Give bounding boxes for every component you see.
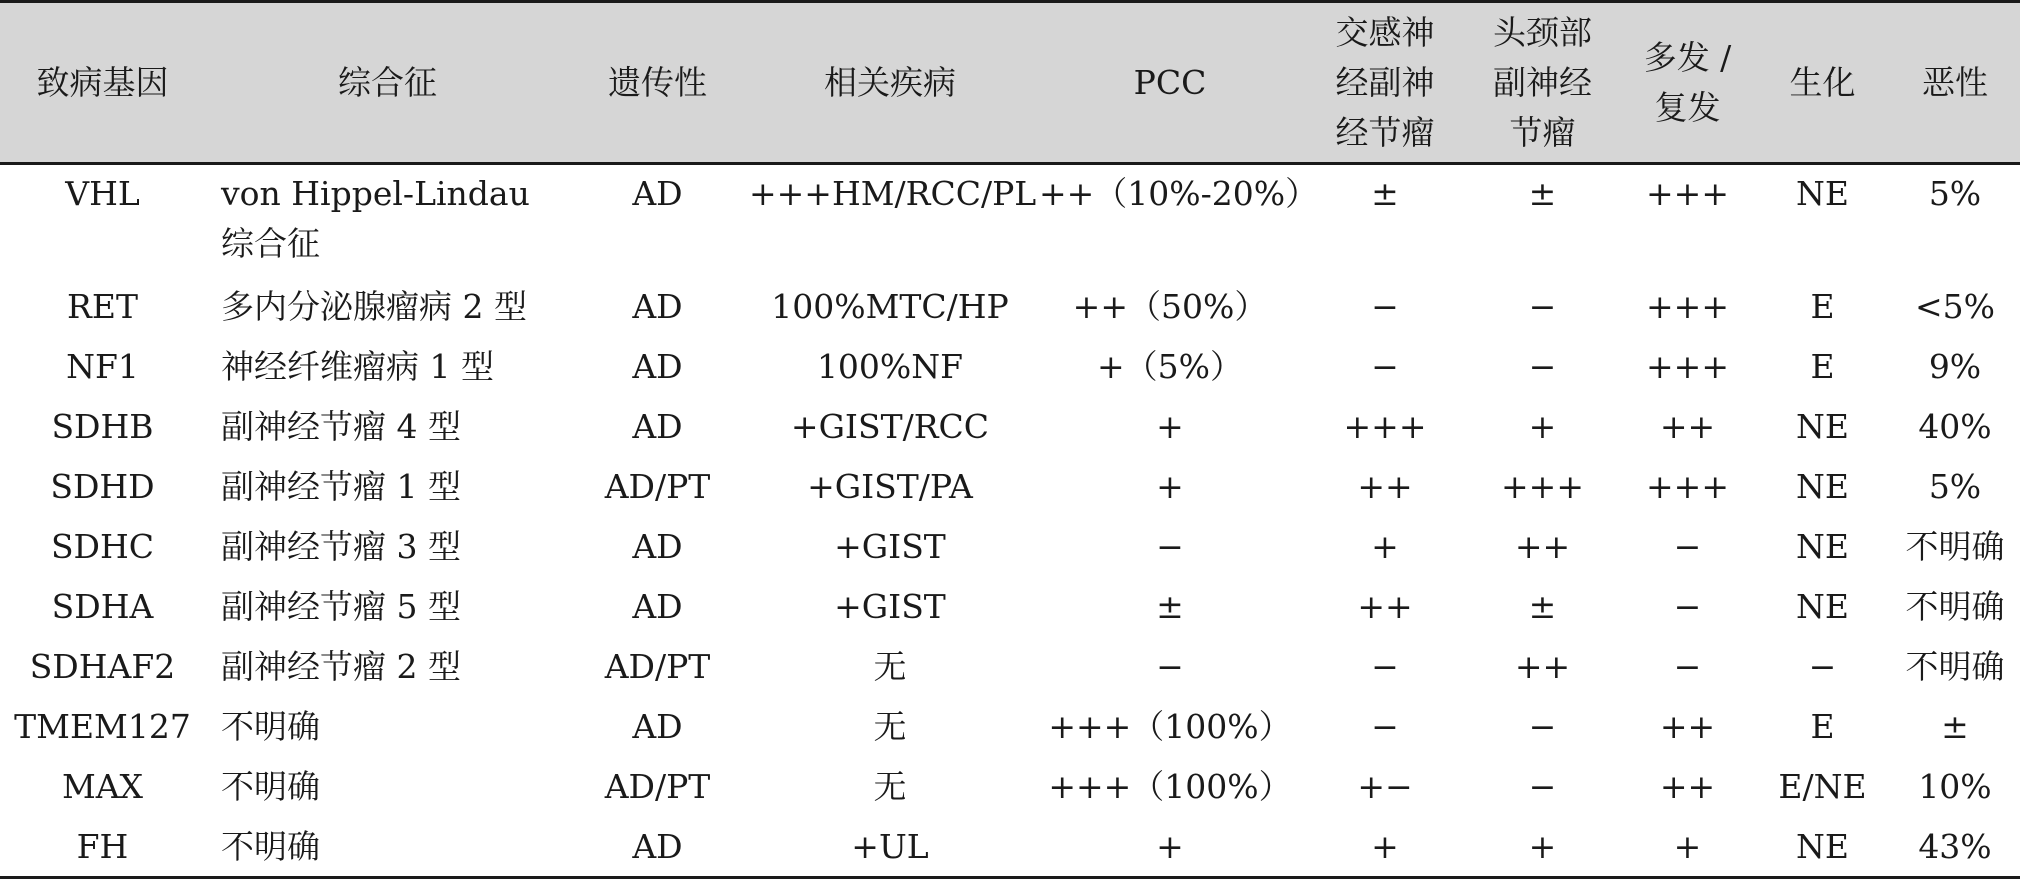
cell-syndrome: 副神经节瘤 1 型 [221, 466, 461, 506]
cell-related-disease: +GIST/RCC [790, 406, 990, 446]
cell-pcc: +++（100%） [1048, 766, 1292, 806]
cell-gene: NF1 [66, 346, 139, 386]
cell-head-neck-pgl: − [1528, 706, 1557, 746]
cell-biochemistry: NE [1796, 526, 1849, 566]
cell-multiple-recurrent: +++ [1646, 286, 1729, 326]
cell-malignancy: 43% [1918, 826, 1992, 866]
cell-sympathetic-pgl: +++ [1343, 406, 1427, 446]
cell-head-neck-pgl: − [1528, 766, 1557, 806]
cell-pcc: − [1156, 526, 1184, 566]
cell-pcc: ++（10%-20%） [1039, 174, 1319, 213]
cell-multiple-recurrent: ++ [1659, 706, 1716, 746]
cell-related-disease: 无 [873, 646, 907, 686]
cell-malignancy: ± [1941, 706, 1969, 746]
cell-pcc: + [1156, 466, 1184, 506]
cell-syndrome: 不明确 [221, 766, 320, 806]
cell-syndrome: 副神经节瘤 3 型 [221, 526, 461, 566]
cell-syndrome: von Hippel-Lindau 综合征 [221, 174, 530, 263]
cell-inheritance: AD [632, 406, 683, 446]
cell-gene: SDHB [51, 406, 154, 446]
cell-biochemistry: NE [1796, 174, 1849, 213]
cell-multiple-recurrent: − [1673, 586, 1702, 626]
cell-related-disease: +UL [851, 826, 929, 866]
header-pcc: PCC [1133, 62, 1207, 102]
table-header [0, 2, 2020, 164]
table-row [0, 398, 2020, 458]
cell-malignancy: 不明确 [1905, 526, 2005, 566]
cell-sympathetic-pgl: − [1371, 346, 1399, 386]
cell-sympathetic-pgl: + [1371, 826, 1399, 866]
table-row [0, 818, 2020, 878]
table-row [0, 338, 2020, 398]
cell-biochemistry: NE [1796, 586, 1849, 626]
cell-head-neck-pgl: + [1528, 406, 1557, 446]
cell-malignancy: 10% [1918, 766, 1992, 806]
cell-syndrome: 不明确 [221, 826, 320, 866]
cell-inheritance: AD [632, 526, 683, 566]
cell-related-disease: +GIST/PA [807, 466, 973, 506]
cell-biochemistry: E [1810, 346, 1835, 386]
cell-gene: RET [67, 286, 138, 326]
cell-malignancy: 5% [1928, 174, 1982, 213]
cell-multiple-recurrent: − [1673, 646, 1702, 686]
cell-biochemistry: NE [1796, 466, 1849, 506]
cell-head-neck-pgl: − [1528, 286, 1557, 326]
cell-related-disease: 100%NF [816, 346, 964, 386]
cell-related-disease: +GIST [834, 526, 946, 566]
cell-gene: MAX [61, 766, 144, 806]
header-row [0, 2, 2020, 164]
cell-biochemistry: E [1810, 286, 1835, 326]
cell-inheritance: AD [632, 286, 683, 326]
cell-head-neck-pgl: ++ [1514, 646, 1571, 686]
cell-sympathetic-pgl: +− [1357, 766, 1413, 806]
cell-inheritance: AD [632, 346, 683, 386]
cell-sympathetic-pgl: ++ [1357, 586, 1413, 626]
cell-malignancy: 不明确 [1905, 646, 2005, 686]
cell-sympathetic-pgl: ++ [1357, 466, 1413, 506]
header-biochemistry: 生化 [1789, 62, 1856, 102]
table-body [0, 164, 2020, 878]
cell-gene: TMEM127 [14, 706, 191, 746]
table-row [0, 638, 2020, 698]
cell-syndrome: 多内分泌腺瘤病 2 型 [221, 286, 527, 326]
cell-multiple-recurrent: +++ [1646, 174, 1729, 213]
cell-pcc: + [1156, 826, 1184, 866]
cell-head-neck-pgl: ± [1528, 174, 1557, 213]
cell-related-disease: +++HM/RCC/PL [749, 174, 1037, 213]
cell-related-disease: 无 [873, 766, 907, 806]
cell-malignancy: <5% [1914, 286, 1995, 326]
table-row [0, 458, 2020, 518]
cell-biochemistry: E [1810, 706, 1835, 746]
cell-inheritance: AD [632, 826, 683, 866]
cell-head-neck-pgl: − [1528, 346, 1557, 386]
table-row [0, 758, 2020, 818]
cell-related-disease: 无 [873, 706, 907, 746]
cell-sympathetic-pgl: ± [1371, 174, 1399, 213]
cell-malignancy: 9% [1928, 346, 1982, 386]
cell-inheritance: AD [632, 174, 683, 213]
cell-biochemistry: NE [1796, 826, 1849, 866]
cell-multiple-recurrent: +++ [1646, 466, 1729, 506]
header-inheritance: 遗传性 [608, 62, 707, 102]
cell-biochemistry: E/NE [1778, 766, 1867, 806]
table-row [0, 698, 2020, 758]
header-sympathetic-pgl: 交感神 经副神 经节瘤 [1335, 12, 1435, 152]
cell-inheritance: AD/PT [604, 466, 711, 506]
table-row [0, 518, 2020, 578]
cell-related-disease: +GIST [834, 586, 946, 626]
cell-syndrome: 不明确 [221, 706, 320, 746]
cell-inheritance: AD/PT [604, 766, 711, 806]
cell-multiple-recurrent: − [1673, 526, 1702, 566]
table-row [0, 278, 2020, 338]
cell-multiple-recurrent: +++ [1646, 346, 1729, 386]
cell-pcc: +（5%） [1096, 346, 1243, 386]
header-multiple-recurrent: 多发 / 复发 [1643, 37, 1732, 127]
cell-malignancy: 不明确 [1905, 586, 2005, 626]
cell-syndrome: 副神经节瘤 2 型 [221, 646, 461, 686]
header-gene: 致病基因 [36, 62, 169, 102]
cell-gene: SDHA [51, 586, 154, 626]
cell-sympathetic-pgl: − [1371, 706, 1399, 746]
cell-gene: SDHD [50, 466, 155, 506]
cell-syndrome: 神经纤维瘤病 1 型 [221, 346, 494, 386]
cell-sympathetic-pgl: − [1371, 646, 1399, 686]
cell-head-neck-pgl: +++ [1501, 466, 1584, 506]
cell-pcc: + [1156, 406, 1184, 446]
cell-syndrome: 副神经节瘤 4 型 [221, 406, 461, 446]
cell-biochemistry: NE [1796, 406, 1849, 446]
cell-gene: VHL [65, 174, 140, 213]
table-row [0, 578, 2020, 638]
cell-gene: SDHAF2 [29, 646, 176, 686]
cell-multiple-recurrent: ++ [1659, 406, 1716, 446]
cell-pcc: ++（50%） [1072, 286, 1268, 326]
cell-biochemistry: − [1808, 646, 1837, 686]
cell-gene: SDHC [50, 526, 155, 566]
cell-syndrome: 副神经节瘤 5 型 [221, 586, 461, 626]
cell-head-neck-pgl: ± [1528, 586, 1557, 626]
cell-related-disease: 100%MTC/HP [771, 286, 1009, 326]
cell-inheritance: AD [632, 586, 683, 626]
cell-inheritance: AD [632, 706, 683, 746]
cell-head-neck-pgl: + [1528, 826, 1557, 866]
header-malignancy: 恶性 [1922, 62, 1988, 102]
cell-malignancy: 5% [1928, 466, 1982, 506]
cell-head-neck-pgl: ++ [1514, 526, 1571, 566]
cell-pcc: +++（100%） [1048, 706, 1292, 746]
header-related-disease: 相关疾病 [824, 62, 956, 102]
cell-malignancy: 40% [1918, 406, 1992, 446]
cell-pcc: − [1156, 646, 1184, 686]
cell-inheritance: AD/PT [604, 646, 711, 686]
cell-gene: FH [76, 826, 129, 866]
header-head-neck-pgl: 头颈部 副神经 节瘤 [1493, 12, 1592, 152]
cell-multiple-recurrent: ++ [1659, 766, 1716, 806]
cell-pcc: ± [1156, 586, 1184, 626]
table-row [0, 164, 2020, 278]
header-syndrome: 综合征 [338, 62, 437, 102]
cell-sympathetic-pgl: + [1371, 526, 1399, 566]
cell-sympathetic-pgl: − [1371, 286, 1399, 326]
cell-multiple-recurrent: + [1673, 826, 1702, 866]
